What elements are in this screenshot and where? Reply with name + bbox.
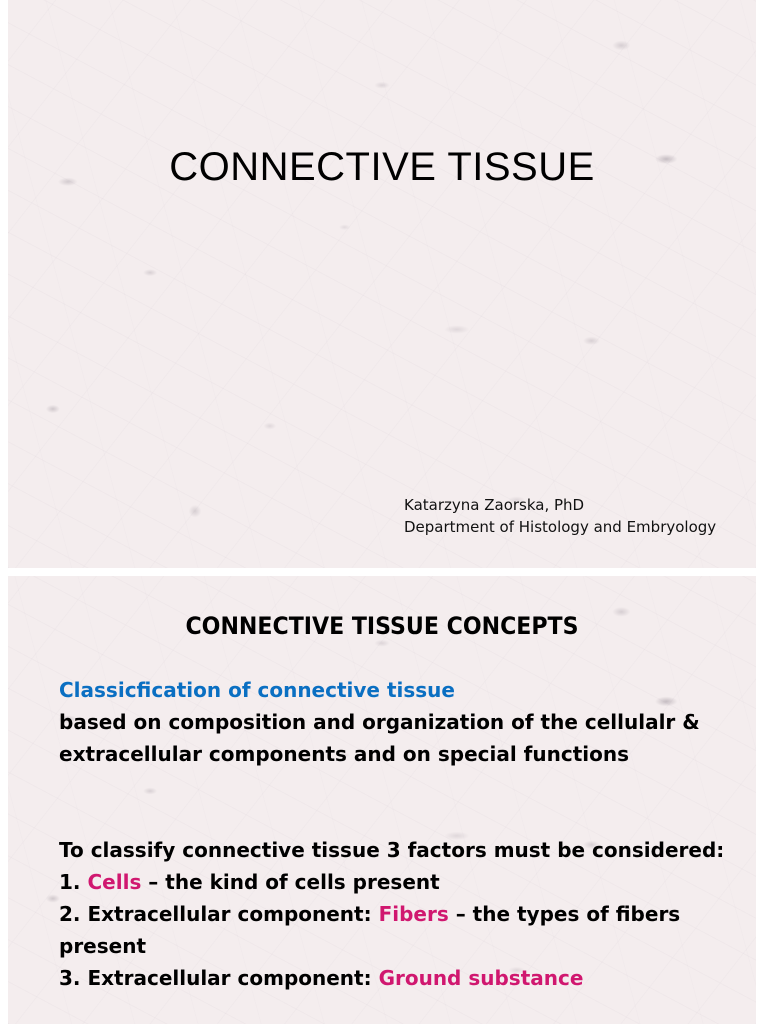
classification-line: extracellular components and on special functions — [59, 742, 629, 766]
factor-item — [59, 898, 739, 930]
author-department: Department of Histology and Embryology — [404, 518, 717, 536]
factor-prefix: 2. Extracellular component: — [59, 902, 379, 926]
factors-intro: To classify connective tissue 3 factors must be considered: — [59, 838, 725, 862]
factor-item — [59, 962, 739, 994]
factor-item — [59, 866, 739, 898]
factor-item-continuation: present — [59, 934, 147, 958]
title-slide — [8, 0, 756, 568]
slide-title: CONNECTIVE TISSUE — [169, 144, 595, 189]
classification-line: based on composition and organization of the cellulalr & — [59, 710, 700, 734]
author-block — [404, 494, 716, 538]
factor-number: 1. — [59, 870, 88, 894]
factor-term: Cells — [87, 870, 142, 894]
factor-description: – the kind of cells present — [141, 870, 440, 894]
author-name: Katarzyna Zaorska, PhD — [404, 496, 585, 514]
factor-description: – the types of fibers — [448, 902, 681, 926]
spacer — [59, 770, 739, 834]
classification-heading: Classicfication of connective tissue — [59, 678, 455, 702]
factor-term: Fibers — [378, 902, 449, 926]
concepts-slide — [8, 576, 756, 1024]
factor-prefix: 3. Extracellular component: — [59, 966, 379, 990]
slide-body — [59, 674, 739, 994]
slide-title: CONNECTIVE TISSUE CONCEPTS — [185, 611, 579, 640]
factor-term: Ground substance — [378, 966, 584, 990]
